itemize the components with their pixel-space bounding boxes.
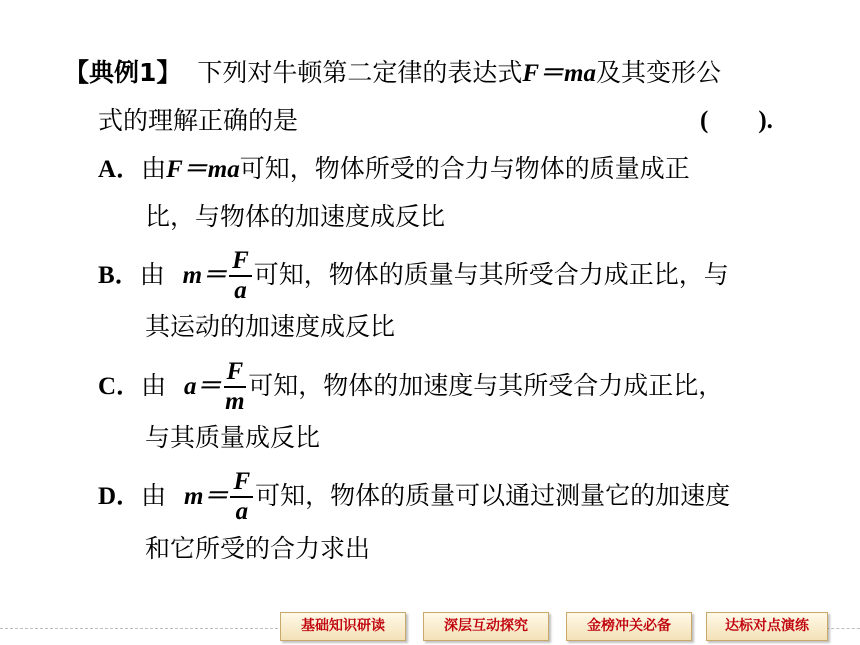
option-a-text1: 可知，物体所受的合力与物体的质量成正 bbox=[239, 154, 690, 183]
option-d-label: D． bbox=[98, 483, 142, 510]
option-d-fraction bbox=[230, 468, 253, 526]
option-b-label: B． bbox=[98, 262, 140, 289]
footer-divider-left bbox=[0, 628, 278, 629]
option-a-prefix: 由 bbox=[141, 154, 167, 183]
example-tag: 【典例1】 bbox=[64, 58, 182, 87]
option-a-line1 bbox=[98, 154, 690, 185]
option-b-line2 bbox=[145, 312, 395, 342]
option-d-text2: 和它所受的合力求出 bbox=[145, 534, 371, 563]
stem-formula: F＝ma bbox=[522, 60, 596, 87]
option-d-line2 bbox=[145, 534, 370, 564]
stem-text-part1: 下列对牛顿第二定律的表达式 bbox=[197, 58, 523, 87]
option-d-lhs: m＝ bbox=[184, 483, 229, 510]
stem-text-part2: 及其变形公 bbox=[596, 58, 722, 87]
option-c-text2: 与其质量成反比 bbox=[145, 423, 321, 452]
option-b-text1: 可知，物体的质量与其所受合力成正比，与 bbox=[253, 260, 729, 289]
option-a-formula: F＝ma bbox=[166, 156, 240, 183]
option-a-text2: 比，与物体的加速度成反比 bbox=[145, 202, 446, 231]
option-c-denominator: m bbox=[225, 388, 245, 415]
question-stem-line2 bbox=[98, 106, 298, 136]
answer-blank: ( ). bbox=[700, 107, 773, 134]
option-b-text2: 其运动的加速度成反比 bbox=[145, 312, 396, 341]
option-b-prefix: 由 bbox=[139, 260, 165, 289]
option-d-prefix: 由 bbox=[141, 481, 167, 510]
stem-text-line2: 式的理解正确的是 bbox=[98, 106, 299, 135]
option-c-numerator: F bbox=[224, 358, 247, 388]
nav-button-practice[interactable]: 达标对点演练 bbox=[706, 612, 828, 641]
option-b-numerator: F bbox=[229, 247, 252, 277]
option-b-denominator: a bbox=[234, 277, 247, 304]
option-d-denominator: a bbox=[235, 498, 249, 525]
option-d-numerator: F bbox=[230, 468, 253, 498]
option-c-text1: 可知，物体的加速度与其所受合力成正比， bbox=[248, 371, 724, 400]
option-a-label: A． bbox=[98, 156, 142, 183]
option-b-lhs: m＝ bbox=[182, 262, 228, 289]
option-c-line1 bbox=[98, 358, 723, 416]
nav-button-basics[interactable]: 基础知识研读 bbox=[280, 612, 406, 641]
nav-button-deep-explore[interactable]: 深层互动探究 bbox=[423, 612, 549, 641]
option-d-text1: 可知，物体的质量可以通过测量它的加速度 bbox=[255, 481, 731, 510]
option-d-line1 bbox=[98, 468, 730, 526]
footer-divider-right bbox=[826, 628, 860, 629]
option-c-lhs: a＝ bbox=[184, 373, 222, 400]
option-b-line1 bbox=[98, 247, 729, 305]
option-c-prefix: 由 bbox=[141, 371, 167, 400]
option-b-fraction bbox=[229, 247, 252, 305]
question-stem-line1 bbox=[64, 58, 721, 89]
option-c-fraction bbox=[224, 358, 247, 416]
option-c-line2 bbox=[145, 423, 320, 453]
nav-button-challenge[interactable]: 金榜冲关必备 bbox=[566, 612, 692, 641]
option-c-label: C． bbox=[98, 373, 142, 400]
option-a-line2 bbox=[145, 202, 445, 232]
